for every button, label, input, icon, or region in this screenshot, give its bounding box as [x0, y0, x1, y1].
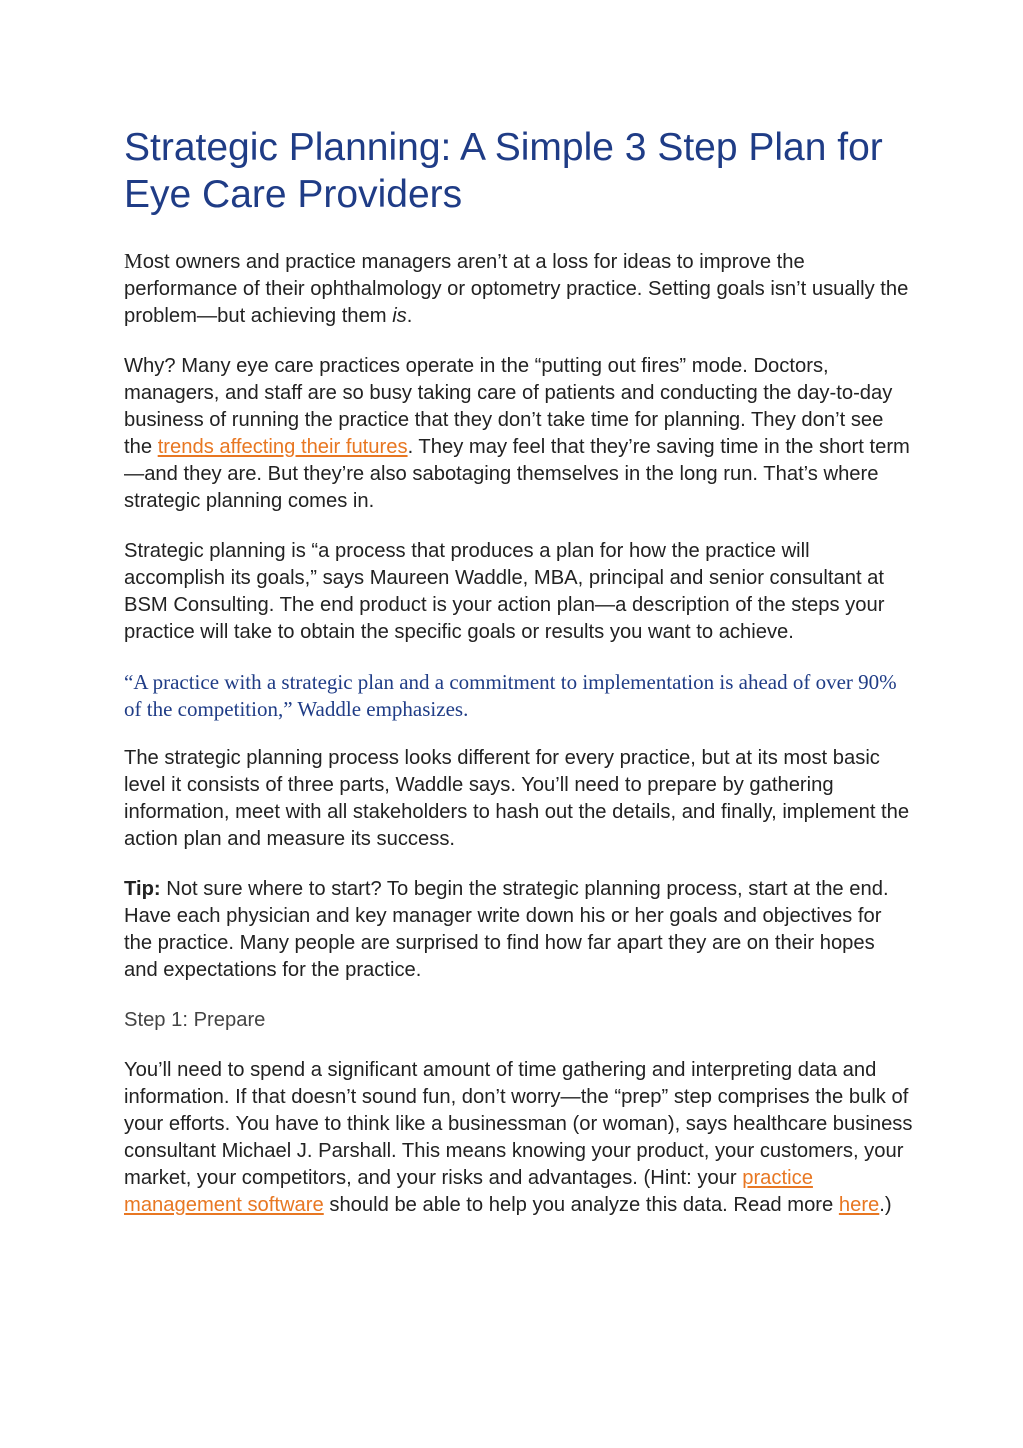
- step-1-heading: Step 1: Prepare: [124, 1009, 266, 1031]
- tip-label: Tip:: [124, 878, 161, 900]
- intro-end: .: [406, 305, 413, 327]
- page-title: Strategic Planning: A Simple 3 Step Plan for Eye Care Providers: [124, 126, 883, 216]
- drop-cap: M: [124, 249, 143, 273]
- document-page: [124, 124, 914, 1242]
- why-paragraph: [124, 353, 914, 515]
- pull-quote: “A practice with a strategic plan and a commitment to implementation is ahead of over 90% of the competition,” Waddle emphasizes.: [124, 670, 897, 721]
- practice-management-software-link[interactable]: practice management software: [124, 1167, 813, 1216]
- prepare-text-middle: should be able to help you analyze this data. Read more: [323, 1194, 839, 1216]
- why-text-before: Why? Many eye care practices operate in the “putting out fires” mode. Doctors, managers, and staff are so busy taking care of patients and conducting the day-to-day business of running the practice that they don’t take time for planning. They don’t see the: [124, 355, 893, 458]
- tip-text: Not sure where to start? To begin the strategic planning process, start at the end. Have each physician and key manager write down his or her goals and objectives for the practice. Many people are surprised to find how far apart they are on their hopes and expectations for the practice.: [124, 878, 889, 981]
- why-text-after: . They may feel that they’re saving time in the short term—and they are. But they’re also sabotaging themselves in the long run. That’s where strategic planning comes in.: [124, 436, 910, 512]
- intro-paragraph: [124, 248, 914, 330]
- here-link[interactable]: here: [838, 1194, 880, 1216]
- intro-text: ost owners and practice managers aren’t at a loss for ideas to improve the performance of their ophthalmology or optometry practice. Setting goals isn’t usually the problem—but achieving them: [124, 251, 909, 327]
- process-paragraph: The strategic planning process looks different for every practice, but at its most basic level it consists of three parts, Waddle says. You’ll need to prepare by gathering information, meet with all stakeholders to hash out the details, and finally, implement the action plan and measure its success.: [124, 747, 910, 850]
- tip-paragraph: [124, 876, 914, 984]
- prepare-text-before: You’ll need to spend a significant amount of time gathering and interpreting data and information. If that doesn’t sound fun, don’t worry—the “prep” step comprises the bulk of your efforts. You have to think like a businessman (or woman), says healthcare business consultant Michael J. Parshall. This means knowing your product, your customers, your market, your competitors, and your risks and advantages. (Hint: your: [124, 1059, 913, 1189]
- definition-paragraph: Strategic planning is “a process that produces a plan for how the practice will accomplish its goals,” says Maureen Waddle, MBA, principal and senior consultant at BSM Consulting. The end product is your action plan—a description of the steps your practice will take to obtain the specific goals or results you want to achieve.: [124, 540, 885, 643]
- trends-link[interactable]: trends affecting their futures: [157, 436, 408, 458]
- prepare-text-after: .): [879, 1194, 892, 1216]
- prepare-paragraph: [124, 1057, 914, 1219]
- intro-emphasis: is: [392, 305, 407, 327]
